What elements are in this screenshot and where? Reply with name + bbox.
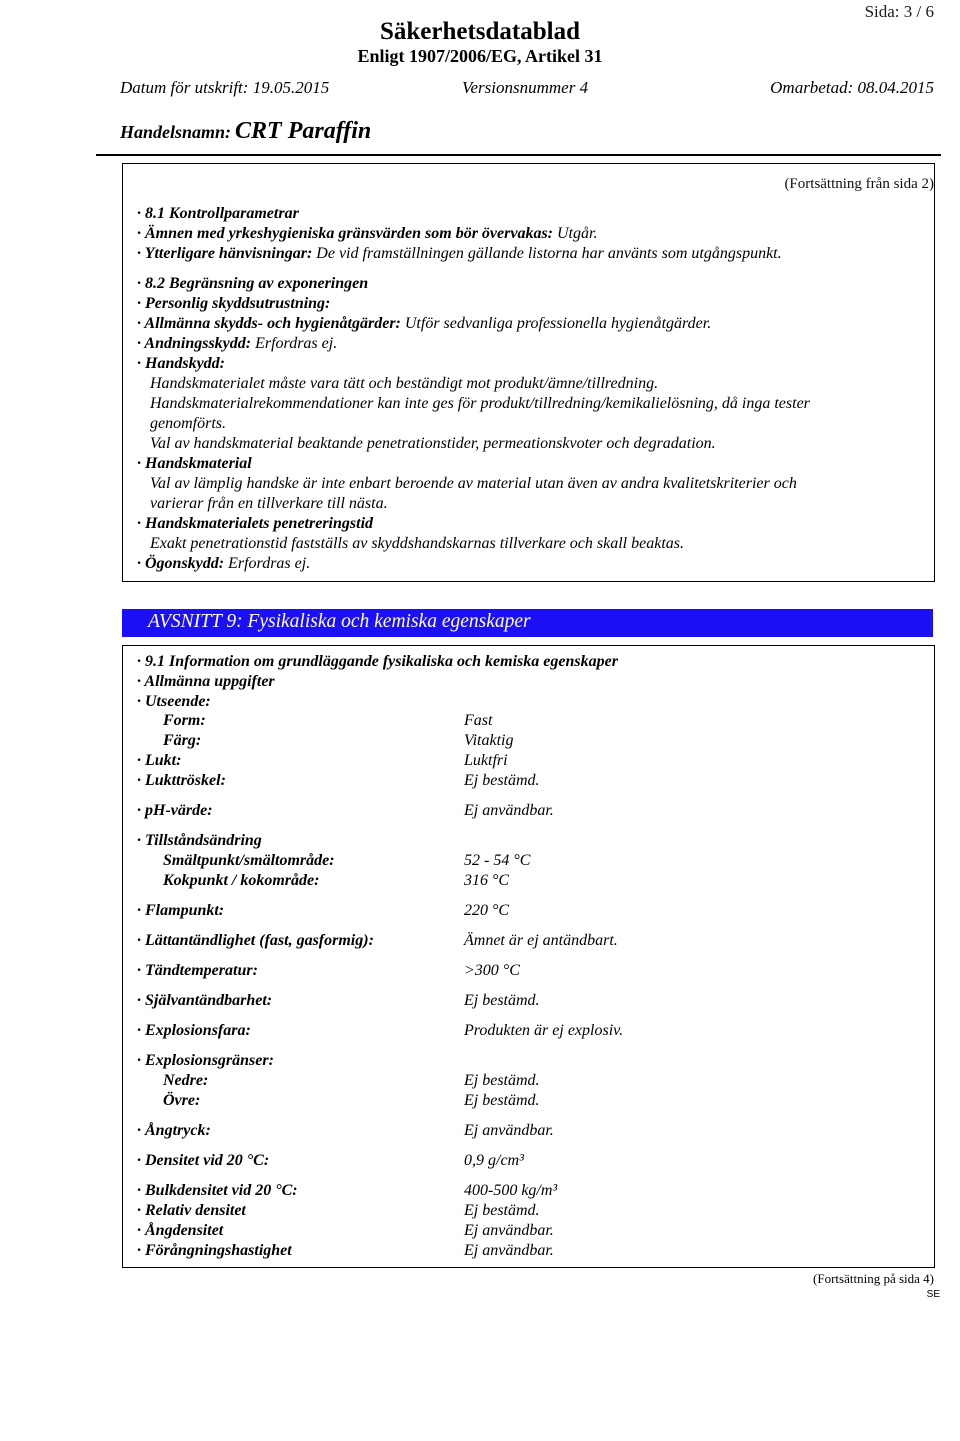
s9-info-heading: · 9.1 Information om grundläggande fysikaliska och kemiska egenskaper: [137, 653, 618, 670]
prop-label: · Bulkdensitet vid 20 °C:: [137, 1182, 298, 1199]
prop-label: · Självantändbarhet:: [137, 992, 273, 1009]
prop-label: · Flampunkt:: [137, 902, 225, 919]
s8-text: Val av lämplig handske är inte enbart beroende av material utan även av andra kvalitetskriterier och: [150, 475, 797, 492]
prop-value: Ej bestämd.: [464, 992, 540, 1009]
prop-value: Produkten är ej explosiv.: [464, 1022, 624, 1039]
document-title: Säkerhetsdatablad: [379, 18, 581, 45]
prop-label: · Explosionsfara:: [137, 1022, 251, 1039]
trade-name-value: CRT Paraffin: [235, 118, 372, 144]
prop-value: 316 °C: [464, 872, 510, 889]
document-subtitle: Enligt 1907/2006/EG, Artikel 31: [357, 46, 603, 66]
prop-label: · pH-värde:: [137, 802, 213, 819]
prop-label: · Ångdensitet: [137, 1222, 224, 1239]
s9-general: · Allmänna uppgifter: [137, 673, 275, 690]
trade-name: [120, 118, 371, 145]
prop-label: · Relativ densitet: [137, 1202, 246, 1219]
continued-to: (Fortsättning på sida 4): [813, 1271, 934, 1286]
s8-limit-values: · Ämnen med yrkeshygieniska gränsvärden som bör övervakas: Utgår.: [137, 225, 598, 242]
continued-from: (Fortsättning från sida 2): [784, 176, 934, 192]
section9-box: [122, 645, 935, 1268]
print-date: Datum för utskrift: 19.05.2015: [120, 78, 330, 97]
s8-references: · Ytterligare hänvisningar: De vid framställningen gällande listorna har använts som utgångspunkt.: [137, 245, 782, 262]
prop-value: Ej användbar.: [464, 1122, 554, 1139]
prop-value: Ej bestämd.: [464, 1092, 540, 1109]
prop-value: 400-500 kg/m³: [464, 1182, 558, 1199]
prop-value: Vitaktig: [464, 732, 514, 749]
prop-label: · Densitet vid 20 °C:: [137, 1152, 270, 1169]
s8-text: Handskmaterialrekommendationer kan inte ges för produkt/tillredning/kemikalielösning, då inga tester: [150, 395, 810, 412]
prop-value: Ej användbar.: [464, 1242, 554, 1259]
version-number: Versionsnummer 4: [462, 78, 589, 97]
section9-banner: AVSNITT 9: Fysikaliska och kemiska egenskaper: [122, 609, 933, 637]
prop-label: · Lukt:: [137, 752, 182, 769]
prop-label: · Lukttröskel:: [137, 772, 226, 789]
prop-value: Ej bestämd.: [464, 1202, 540, 1219]
prop-label: · Explosionsgränser:: [137, 1052, 274, 1069]
s8-ppe: · Personlig skyddsutrustning:: [137, 295, 331, 312]
s9-appearance: · Utseende:: [137, 693, 211, 710]
prop-value: Luktfri: [464, 752, 508, 769]
s8-text: Exakt penetrationstid fastställs av skyddshandskarnas tillverkare och skall beaktas.: [150, 535, 684, 552]
prop-value: Ej användbar.: [464, 1222, 554, 1239]
prop-label: Smältpunkt/smältområde:: [163, 852, 335, 869]
s8-hand-protection: · Handskydd:: [137, 355, 225, 372]
prop-label: Nedre:: [163, 1072, 209, 1089]
language-code: SE: [926, 1289, 940, 1300]
s8-text: varierar från en tillverkare till nästa.: [150, 495, 388, 512]
prop-label: · Tändtemperatur:: [137, 962, 258, 979]
prop-value: Ämnet är ej antändbart.: [464, 932, 618, 949]
header-divider: [96, 154, 941, 156]
s8-text: Val av handskmaterial beaktande penetrationstider, permeationskvoter och degradation.: [150, 435, 716, 452]
s8-hygiene: · Allmänna skydds- och hygienåtgärder: Utför sedvanliga professionella hygienåtgärder.: [137, 315, 712, 332]
prop-label: · Förångningshastighet: [137, 1242, 292, 1259]
s8-text: Handskmaterialet måste vara tätt och beständigt mot produkt/ämne/tillredning.: [150, 375, 659, 392]
prop-label: · Lättantändlighet (fast, gasformig):: [137, 932, 374, 949]
prop-value: >300 °C: [464, 962, 520, 979]
s8-eye-protection: · Ögonskydd: Erfordras ej.: [137, 555, 311, 572]
prop-value: 52 - 54 °C: [464, 852, 531, 869]
s8-text: genomförts.: [150, 415, 226, 432]
s8-penetration-time: · Handskmaterialets penetreringstid: [137, 515, 374, 532]
prop-value: Ej bestämd.: [464, 772, 540, 789]
s8-exposure-heading: · 8.2 Begränsning av exponeringen: [137, 275, 369, 292]
prop-label: · Ångtryck:: [137, 1122, 211, 1139]
prop-value: 220 °C: [464, 902, 510, 919]
prop-label: Kokpunkt / kokområde:: [163, 872, 320, 889]
prop-value: Ej bestämd.: [464, 1072, 540, 1089]
s8-respiratory: · Andningsskydd: Erfordras ej.: [137, 335, 338, 352]
prop-label: Färg:: [163, 732, 202, 749]
prop-value: 0,9 g/cm³: [464, 1152, 524, 1169]
revision-date: Omarbetad: 08.04.2015: [770, 78, 934, 97]
prop-value: Fast: [464, 712, 493, 729]
trade-name-label: Handelsnamn:: [120, 122, 232, 142]
s8-controls-heading: · 8.1 Kontrollparametrar: [137, 205, 299, 222]
s8-glove-material: · Handskmaterial: [137, 455, 252, 472]
prop-label: Form:: [163, 712, 206, 729]
prop-label: · Tillståndsändring: [137, 832, 262, 849]
prop-value: Ej användbar.: [464, 802, 554, 819]
prop-label: Övre:: [163, 1092, 201, 1109]
page-number: Sida: 3 / 6: [864, 2, 934, 21]
